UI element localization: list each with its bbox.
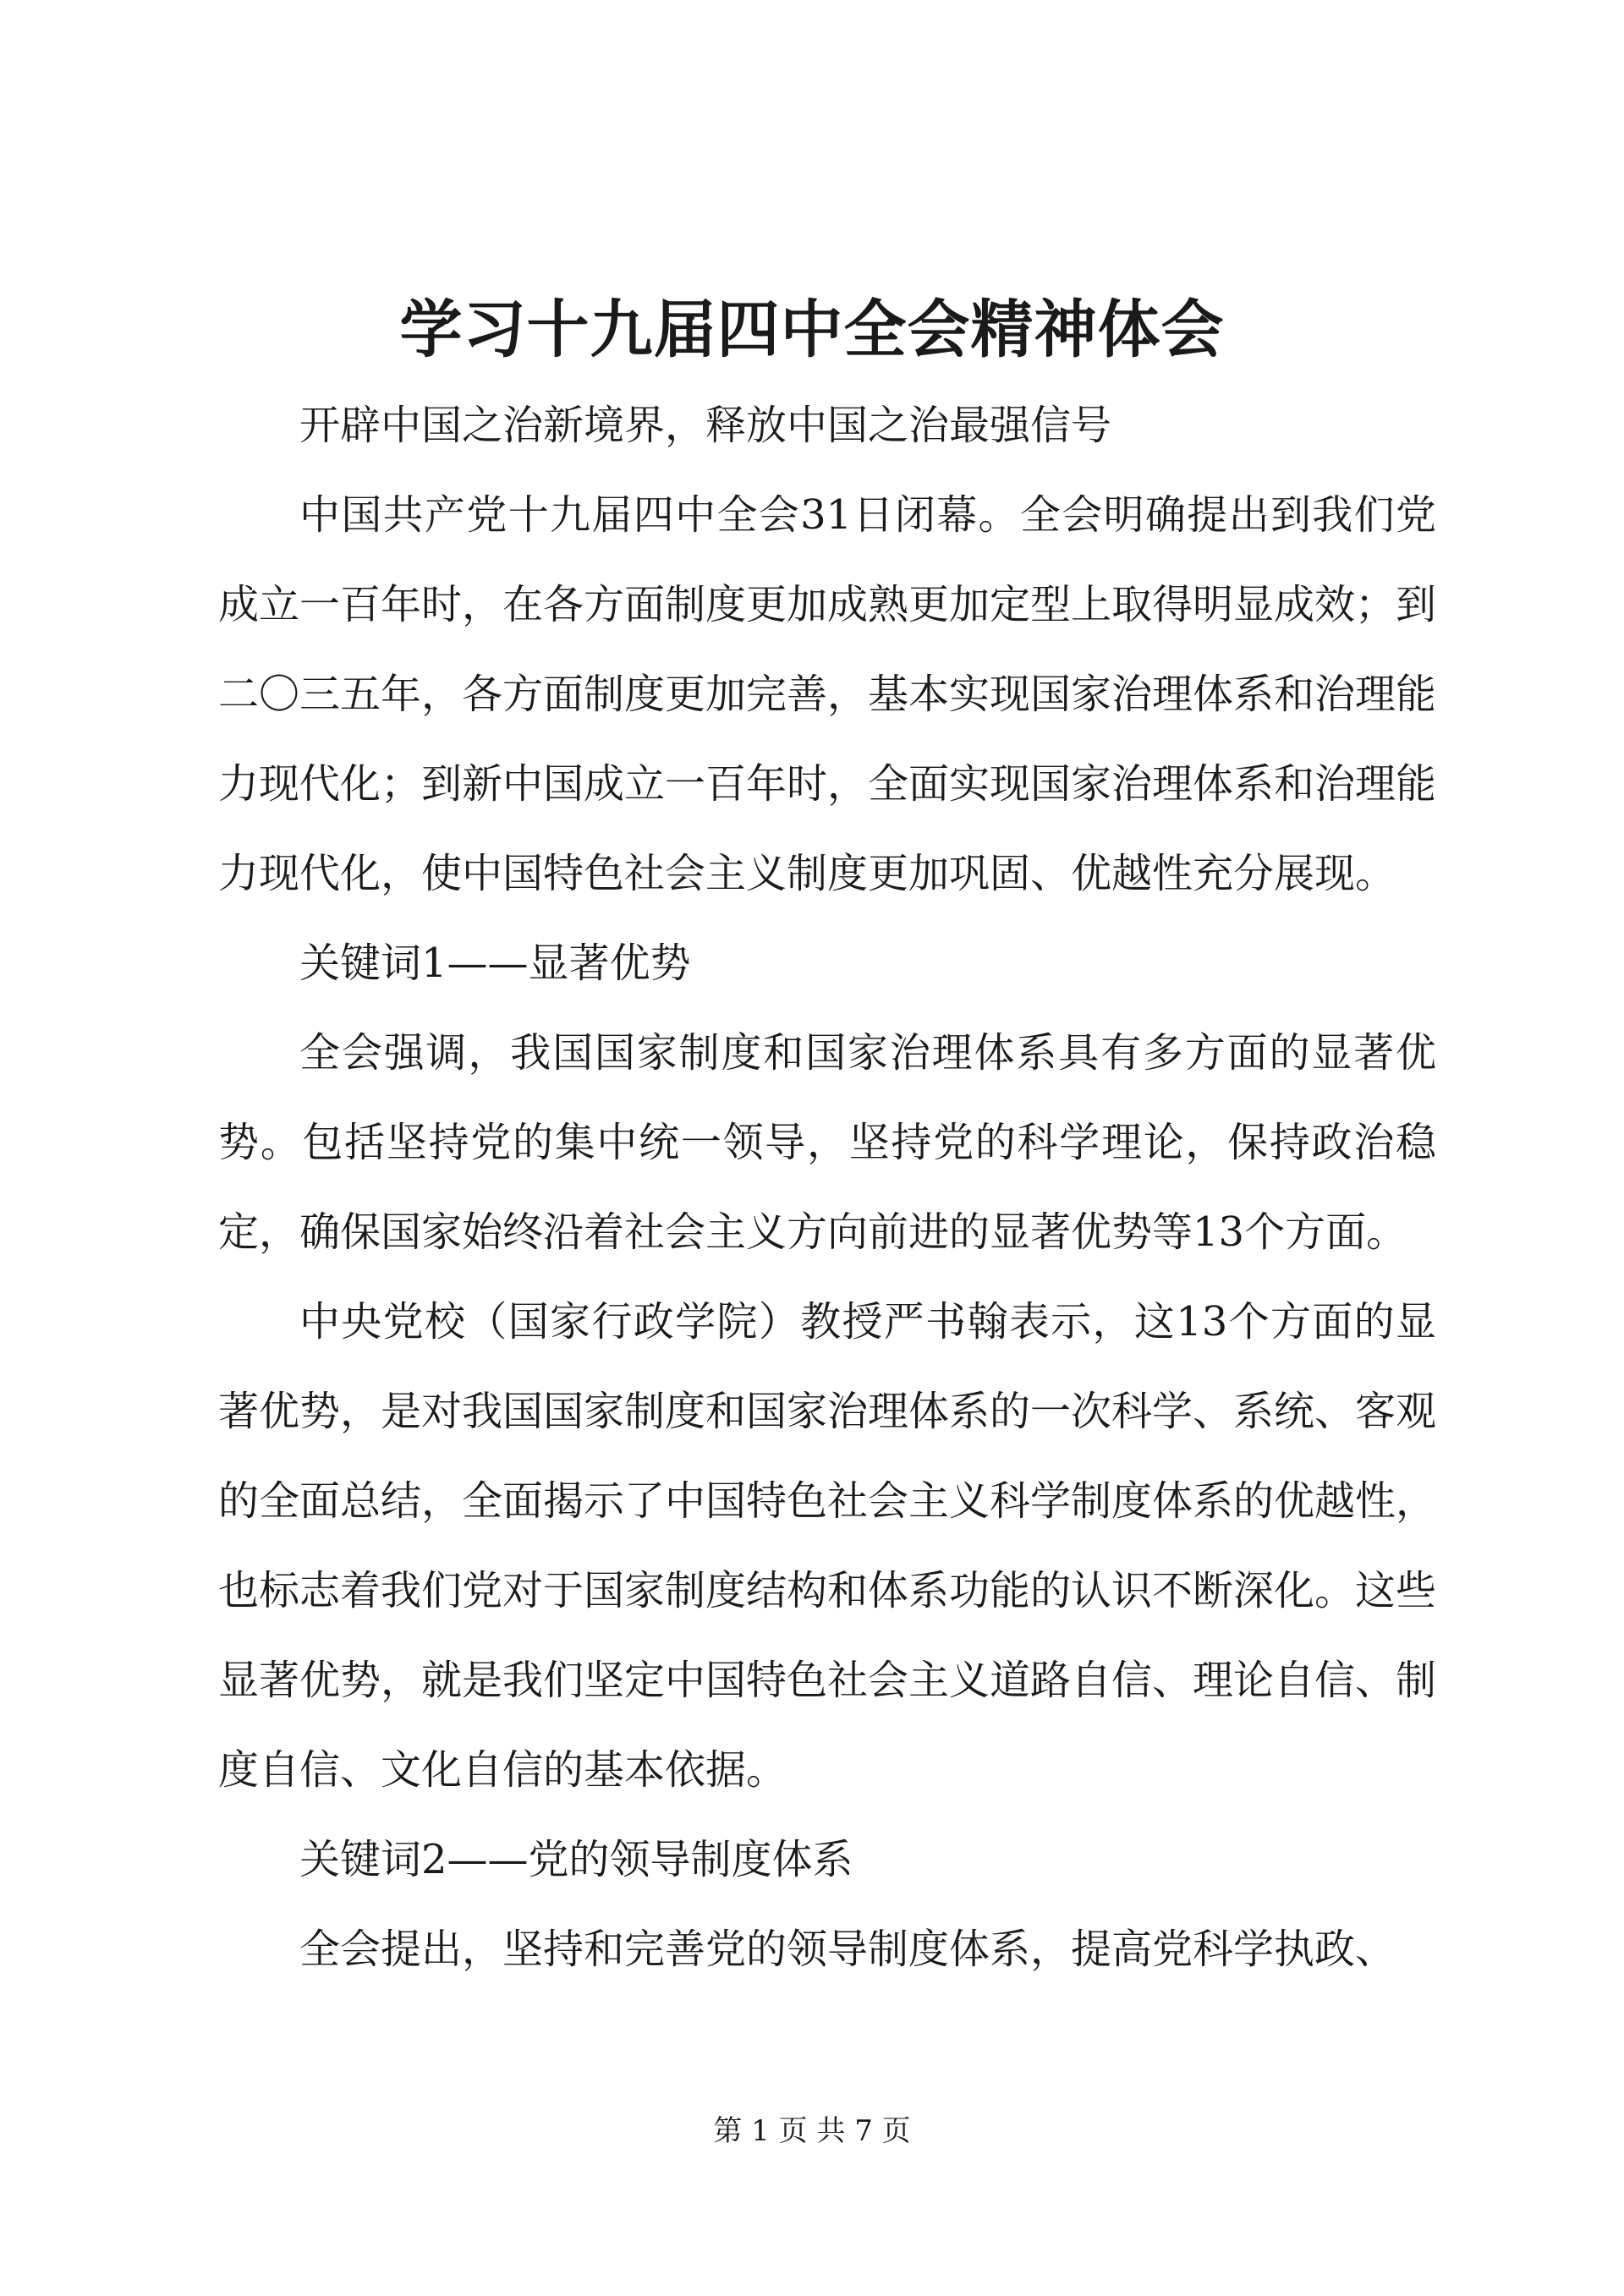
body-paragraph: 中国共产党十九届四中全会31日闭幕。全会明确提出到我们党成立一百年时，在各方面制度更加成熟更加定型上取得明显成效；到二〇三五年，各方面制度更加完善，基本实现国家治理体系和治理能力现代化；到新中国成立一百年时，全面实现国家治理体系和治理能力现代化，使中国特色社会主义制度更加巩固、优越性充分展现。 <box>218 491 1437 897</box>
keyword-heading-2: 关键词2——党的领导制度体系 <box>299 1836 853 1883</box>
document-title: 学习十九届四中全会精神体会 <box>399 293 1225 366</box>
keyword-heading-1: 关键词1——显著优势 <box>299 940 691 987</box>
body-paragraph: 全会提出，坚持和完善党的领导制度体系，提高党科学执政、 <box>299 1926 1396 1973</box>
page-number: 第 1 页 共 7 页 <box>713 2114 911 2148</box>
document-body <box>218 381 1436 1994</box>
subtitle-paragraph: 开辟中国之治新境界，释放中国之治最强信号 <box>299 402 1112 449</box>
body-paragraph: 全会强调，我国国家制度和国家治理体系具有多方面的显著优势。包括坚持党的集中统一领导，坚持党的科学理论，保持政治稳定，确保国家始终沿着社会主义方向前进的显著优势等13个方面。 <box>218 1029 1436 1256</box>
body-paragraph: 中央党校（国家行政学院）教授严书翰表示，这13个方面的显著优势，是对我国国家制度和国家治理体系的一次科学、系统、客观的全面总结，全面揭示了中国特色社会主义科学制度体系的优越性，也标志着我们党对于国家制度结构和体系功能的认识不断深化。这些显著优势，就是我们坚定中国特色社会主义道路自信、理论自信、制度自信、文化自信的基本依据。 <box>218 1298 1437 1794</box>
